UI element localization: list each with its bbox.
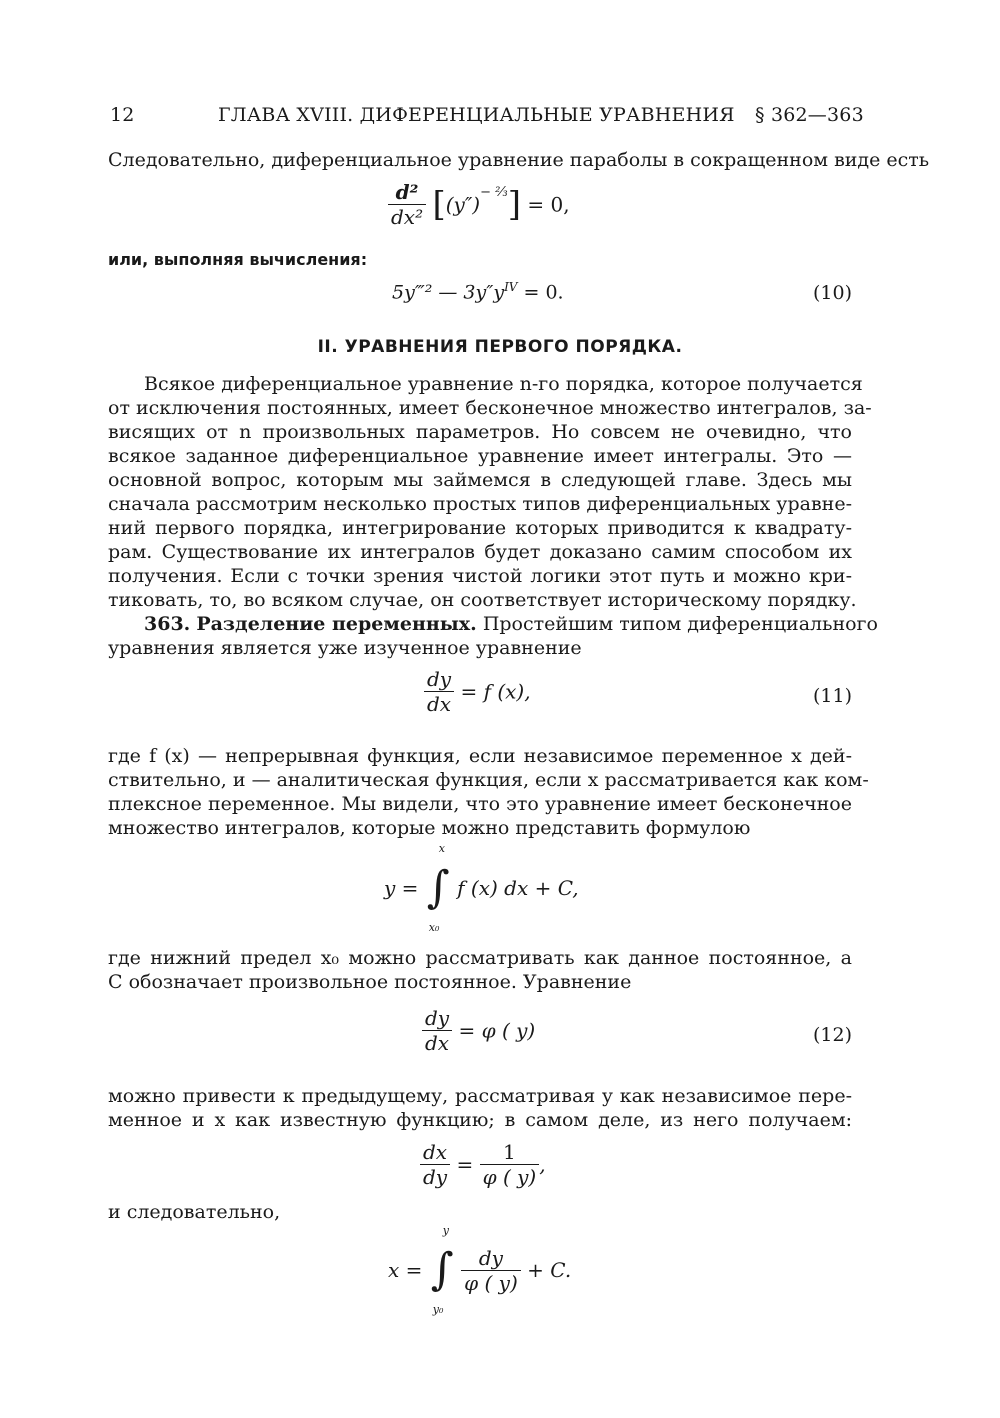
final-integral-formula [388,1224,572,1316]
second-derivative-fraction: $\frac{\text{d²}}{\text{dx²}}$ [388,180,426,229]
section-heading: Разделение переменных. [196,613,477,635]
text-line [108,612,878,636]
text-line: сначала рассмотрим несколько простых типов диференциальных уравне- [108,493,852,515]
integral-lhs: y = [384,876,419,900]
text-line: где нижний предел x₀ можно рассматривать как данное постоянное, а [108,947,852,969]
reciprocal-comma: , [539,1152,546,1177]
final-lhs: x = [388,1258,423,1282]
equation-10-body: 5y‴² — 3y″y [392,281,505,304]
text-line: рам. Существование их интегралов будет доказано самим способом их [108,541,852,563]
section-title: II. УРАВНЕНИЯ ПЕРВОГО ПОРЯДКА. [317,337,683,357]
reciprocal-equation: $\frac{dx}{dy}$ = $\frac{1}{\varphi ( y)}$ , [420,1140,546,1189]
dx-dy-fraction: $\frac{dx}{dy}$ [420,1140,450,1189]
computation-line: или, выполняя вычисления: [108,250,368,269]
text-line: менное и x как известную функцию; в самом деле, из него получаем: [108,1109,852,1131]
parabola-equation-rhs: = 0, [527,192,570,217]
text-line: плексное переменное. Мы видели, что это уравнение имеет бесконечное [108,793,852,815]
equation-11 [424,667,531,716]
intro-line: Следовательно, диференциальное уравнение параболы в сокращенном виде есть [108,149,930,171]
text-line: множество интегралов, которые можно представить формулою [108,817,751,839]
text-line: можно привести к предыдущему, рассматривая y как независимое пере- [108,1085,852,1107]
text-line: Всякое диференциальное уравнение n-го порядка, которое получается [144,373,863,395]
text-line: всякое заданное диференциальное уравнение имеет интегралы. Это — [108,445,852,467]
dy-over-phi-fraction: $\frac{dy}{\varphi ( y)}$ [461,1246,521,1295]
page-number: 12 [110,104,135,126]
chapter-title: ГЛАВА XVIII. ДИФЕРЕНЦИАЛЬНЫЕ УРАВНЕНИЯ [218,104,735,126]
text-line: от исключения постоянных, имеет бесконечное множество интегралов, за- [108,397,872,419]
text-line: ний первого порядка, интегрирование которых приводится к квадрату- [108,517,852,539]
text-line: основной вопрос, которым мы займемся в следующей главе. Здесь мы [108,469,852,491]
equation-11-rhs: = f (x), [460,679,531,704]
text-line: тиковать, то, во всяком случае, он соответствует историческому порядку. [108,589,857,611]
paragraph-363 [108,612,878,660]
intro-text [108,148,930,172]
equation-11-number: (11) [812,685,852,707]
text-line: получения. Если с точки зрения чистой логики этот путь и можно кри- [108,565,852,587]
section-number: 363. [144,613,191,635]
text-line: и следовательно, [108,1201,281,1223]
equation-12-rhs: = φ ( y) [458,1018,536,1043]
text-line: C обозначает произвольное постоянное. Уравнение [108,971,632,993]
one-over-phi-fraction: $\frac{1}{\varphi ( y)}$ [480,1140,540,1189]
equation-12 [422,1006,535,1055]
parabola-equation: $\frac{\text{d²}}{\text{dx²}}$ $[(y'')^{- ^2⁄_3}] = 0$, [388,180,570,229]
text-line: висящих от n произвольных параметров. Но совсем не очевидно, что [108,421,852,443]
dy-dx-fraction: $\frac{dy}{dx}$ [424,667,454,716]
text-fragment: Простейшим типом диференциального [482,613,878,635]
computation-text [108,248,852,272]
final-rhs: + C. [527,1258,572,1282]
text-line: где f (x) — непрерывная функция, если независимое переменное x дей- [108,745,852,767]
equation-10: 5y‴² — $3y''y^{IV} = 0$. [392,280,564,304]
section-range: § 362—363 [755,104,864,126]
integral-sign: ∫ x x₀ [426,842,450,934]
paragraph-consequently [108,1200,852,1224]
dy-dx-fraction: $\frac{dy}{dx}$ [422,1006,452,1055]
equation-12-number: (12) [812,1024,852,1046]
integral-sign: ∫ y y₀ [430,1224,454,1316]
text-line: ствительно, и — аналитическая функция, если x рассматривается как ком- [108,769,869,791]
integral-formula [384,842,579,934]
paragraph-lower-limit [108,946,852,994]
paragraph-first-order [108,372,872,612]
paragraph-continuous-function [108,744,869,840]
text-line: уравнения является уже изученное уравнение [108,637,582,659]
paragraph-independent-variable [108,1084,852,1132]
equation-10-number: (10) [812,282,852,304]
integral-body: f (x) dx + C, [457,876,579,900]
